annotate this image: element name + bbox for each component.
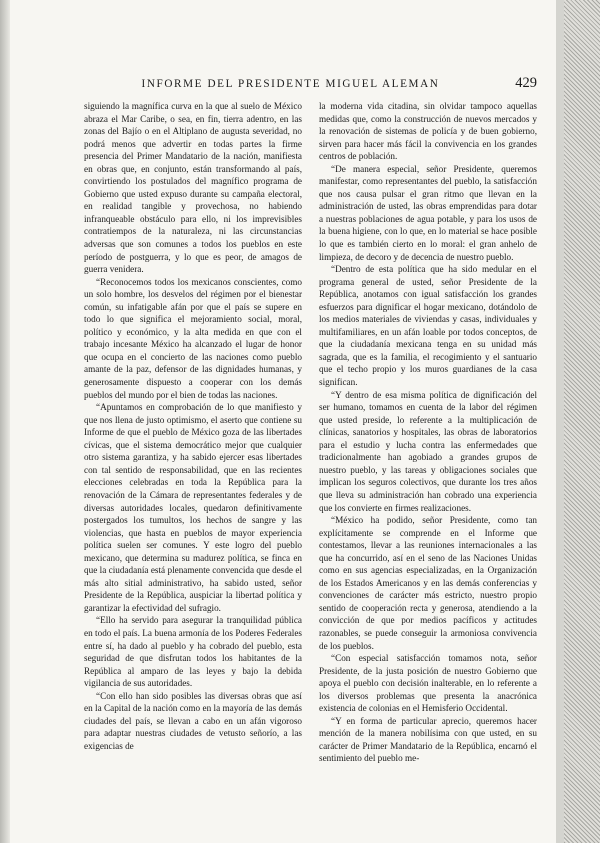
paragraph: “Con ello han sido posibles las diversas obras que así en la Capital de la nación como en la mayoría de las demás ciudades del país, se llevan a cabo en un afán vigoroso para adaptar nuestras ciudades de vetusto señorío, a las exigencias de [84,690,302,751]
paragraph: “Con especial satisfacción tomamos nota, señor Presidente, de la justa posición de nuestro Gobierno que apoya el pueblo con decisión inalterable, en lo referente a los diversos problemas que presenta la anacrónica existencia de colonias en el Hemisferio Occidental. [319,653,537,714]
paragraph: “México ha podido, señor Presidente, como tan explícitamente se comprende en el Informe que contestamos, llevar a las reuniones internacionales a las que ha concurrido, así en el seno de las Naciones Unidas como en sus agencias especializadas, en la Organización de los Estados Americanos y en las demás conferencias y convenciones de carácter más estricto, nuestro propio sentido de cooperación recta y generosa, atendiendo a la convicción de que por medios pacíficos y actitudes razonables, se puede conseguir la armoniosa convivencia de los pueblos. [319,515,537,651]
paragraph: “Y dentro de esa misma política de dignificación del ser humano, tomamos en cuenta de la labor del régimen que usted preside, lo referente a la multiplicación de clínicas, sanatorios y hospitales, las obras de laboratorios para el estudio y lucha contra las enfermedades que tradicionalmente han agobiado a grandes grupos de nuestro pueblo, y las tareas y obligaciones sociales que implican los seguros colectivos, que durante los tres años que lleva su administración han cobrado una experiencia que los convierte en firmes realizaciones. [319,389,537,513]
paragraph: “Y en forma de particular aprecio, queremos hacer mención de la manera nobilísima con que usted, en su carácter de Primer Mandatario de la República, encarnó el sentimiento del pueblo me- [319,715,537,764]
paragraph: la moderna vida citadina, sin olvidar tampoco aquellas medidas que, como la construcción de nuevos mercados y la renovación de sistemas de policía y de buen gobierno, sirven para hacer más fácil la convivencia en los grandes centros de población. [319,101,537,162]
paragraph: “Apuntamos en comprobación de lo que manifiesto y que nos llena de justo optimismo, el aserto que contiene su Informe de que el pueblo de México goza de las libertades cívicas, que el sistema democrático mejor que cualquier otro sistema garantiza, y ha sabido ejercer esas libertades con tal sentido de responsabilidad, que en las recientes elecciones celebradas en toda la República para la renovación de la Cámara de representantes federales y de diversas autoridades locales, quedaron definitivamente postergados los tumultos, los hechos de sangre y las violencias, que hasta en pueblos de mayor experiencia política suelen ser comunes. Y este logro del pueblo mexicano, que determina su madurez política, se finca en que la ciudadanía está plenamente convencida que desde el más alto sitial administrativo, ha sabido usted, señor Presidente de la República, auspiciar la libertad política y garantizar la efectividad del sufragio. [84,402,302,613]
running-head: INFORME DEL PRESIDENTE MIGUEL ALEMAN [141,78,440,90]
scan-shadow-right [556,0,600,843]
paragraph: siguiendo la magnífica curva en la que al suelo de México abraza el Mar Caribe, o sea, en fin, tierra adentro, en las zonas del Bajío o en el Altiplano de augusta severidad, no podrá menos que advertir en todas partes la firme presencia del Primer Mandatario de la nación, manifiesta en obras que, en conjunto, están transformando al país, convirtiendo los postulados del magnífico programa de Gobierno que usted expuso durante su campaña electoral, en realidad tangible y provechosa, no habiendo infranqueable obstáculo para ello, ni los imprevisibles contratiempos de la naturaleza, ni las circunstancias adversas que son comunes a todos los pueblos en este período de postguerra, y lo que es peor, de amagos de guerra venidera. [84,101,302,275]
page-number: 429 [515,75,537,91]
document-page [84,75,537,765]
paragraph: “De manera especial, señor Presidente, queremos manifestar, como representantes del pueblo, la satisfacción que nos causa pulsar el gran ritmo que llevan en la administración de usted, las obras emprendidas para dotar a nuestras poblaciones de agua potable, y para los usos de la buena higiene, con lo que, en lo material se hace posible lo que es también cierto en lo moral: el gran anhelo de limpieza, de decoro y de decencia de nuestro pueblo. [319,163,537,262]
left-column [84,100,302,765]
page-header [84,75,537,98]
right-column [319,100,537,765]
scan-shadow-left [0,0,10,843]
paragraph: “Dentro de esta política que ha sido medular en el programa general de usted, señor Presidente de la República, anotamos con igual satisfacción los grandes esfuerzos para dignificar el hogar mexicano, dotándolo de los medios materiales de viviendas y casas, individuales y multifamiliares, en un afán loable por todos conceptos, de que la ciudadanía mexicana tenga en su unidad más sagrada, que es la familia, el recogimiento y el santuario que el techo propio y los muros guardianes de la casa significan. [319,264,537,388]
paragraph: “Reconocemos todos los mexicanos conscientes, como un solo hombre, los desvelos del régimen por el bienestar común, su infatigable afán por que el país se supere en todo lo que significa el mejoramiento social, moral, político y económico, y la alta medida en que con el trabajo incesante México ha alcanzado el lugar de honor que ocupa en el concierto de las naciones como pueblo amante de la paz, defensor de las dignidades humanas, y generosamente dispuesto a cooperar con los demás pueblos del mundo por el bien de todas las naciones. [84,276,302,400]
paragraph: “Ello ha servido para asegurar la tranquilidad pública en todo el país. La buena armonía de los Poderes Federales entre sí, ha dado al pueblo y ha cobrado del pueblo, esta seguridad de que disfrutan todos los habitantes de la República al amparo de las leyes y bajo la debida vigilancia de sus autoridades. [84,615,302,689]
text-columns [84,100,537,765]
